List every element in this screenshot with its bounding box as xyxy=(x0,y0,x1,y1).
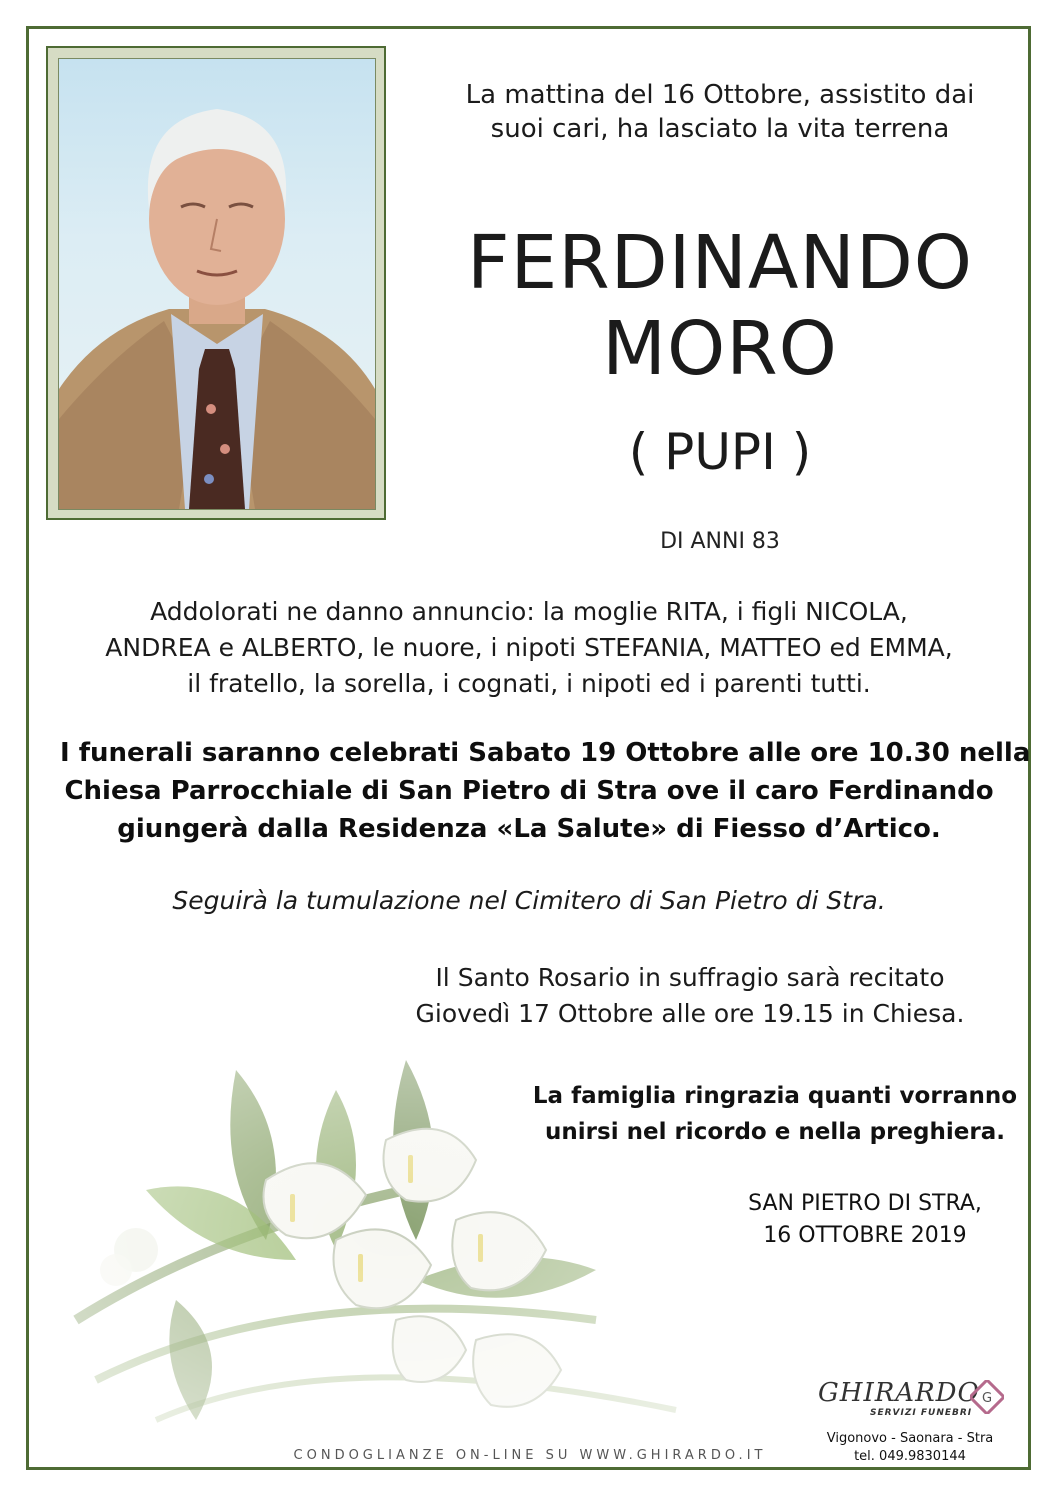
logo-subtitle: SERVIZI FUNEBRI xyxy=(870,1408,973,1418)
announcement-text xyxy=(60,594,998,702)
portrait-frame xyxy=(46,46,386,520)
funeral-line: I funerali saranno celebrati Sabato 19 Ottobre alle ore 10.30 nella xyxy=(60,738,1031,768)
logo-towns: Vigonovo - Saonara - Stra xyxy=(826,1431,994,1446)
logo-name: GHIRARDO xyxy=(818,1378,980,1408)
place-date xyxy=(700,1188,1030,1252)
logo-mark-letter: G xyxy=(981,1391,993,1406)
funeral-home-logo xyxy=(818,1376,1008,1428)
intro-line: suoi cari, ha lasciato la vita terrena xyxy=(490,114,950,144)
condolences-link[interactable]: CONDOGLIANZE ON-LINE SU WWW.GHIRARDO.IT xyxy=(293,1448,767,1463)
portrait-photo xyxy=(58,58,376,510)
deceased-nickname: ( PUPI ) xyxy=(628,423,812,481)
logo-phone: tel. 049.9830144 xyxy=(854,1449,966,1464)
intro-text xyxy=(430,78,1010,146)
deceased-last-name: MORO xyxy=(602,306,838,392)
thanks-text xyxy=(510,1078,1040,1150)
burial-text: Seguirà la tumulazione nel Cimitero di San Pietro di Stra. xyxy=(172,886,886,915)
funeral-line: Chiesa Parrocchiale di San Pietro di Stra ove il caro Ferdinando xyxy=(64,776,994,806)
deceased-age: DI ANNI 83 xyxy=(660,529,780,554)
rosary-line: Giovedì 17 Ottobre alle ore 19.15 in Chiesa. xyxy=(415,999,965,1028)
intro-line: La mattina del 16 Ottobre, assistito dai xyxy=(465,80,975,110)
logo-mark-icon xyxy=(970,1380,1004,1414)
thanks-line: unirsi nel ricordo e nella preghiera. xyxy=(545,1119,1005,1145)
deceased-first-name: FERDINANDO xyxy=(466,220,974,306)
rosary-line: Il Santo Rosario in suffragio sarà recitato xyxy=(435,963,945,992)
announcement-line: Addolorati ne danno annuncio: la moglie RITA, i figli NICOLA, xyxy=(150,597,908,626)
announcement-line: il fratello, la sorella, i cognati, i nipoti ed i parenti tutti. xyxy=(187,669,871,698)
funeral-line: giungerà dalla Residenza «La Salute» di Fiesso d’Artico. xyxy=(117,814,941,844)
date-line: 16 OTTOBRE 2019 xyxy=(763,1223,967,1248)
funeral-text xyxy=(60,734,1031,848)
thanks-line: La famiglia ringrazia quanti vorranno xyxy=(532,1083,1018,1109)
announcement-line: ANDREA e ALBERTO, le nuore, i nipoti STEFANIA, MATTEO ed EMMA, xyxy=(105,633,953,662)
place-line: SAN PIETRO DI STRA, xyxy=(748,1191,982,1216)
rosary-text xyxy=(370,960,1010,1032)
